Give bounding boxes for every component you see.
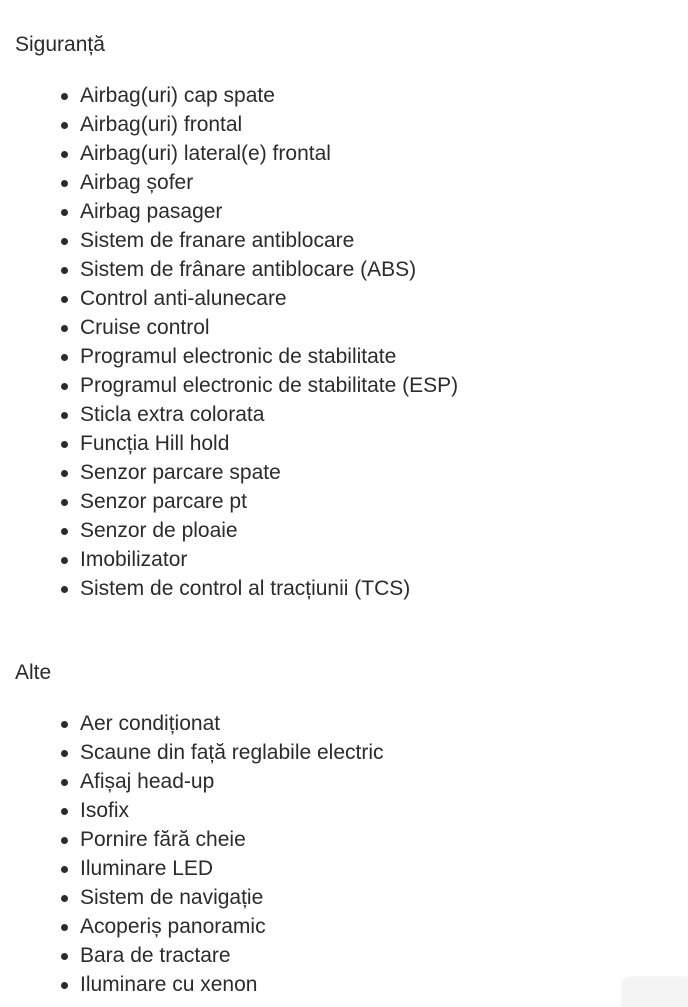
bullet-icon [61,383,68,390]
list-item [0,738,384,767]
list-item [0,110,458,139]
list-item [0,796,384,825]
bullet-icon [61,982,68,989]
bullet-icon [61,122,68,129]
list-item-label: Aer condiționat [80,712,221,735]
list-item [0,226,458,255]
list-item [0,516,458,545]
bullet-icon [61,151,68,158]
list-item [0,767,384,796]
other-section-title: Alte [15,661,52,684]
list-item-label: Sticla extra colorata [80,403,265,426]
list-item-label: Imobilizator [80,548,188,571]
list-item [0,400,458,429]
list-item-label: Bara de tractare [80,944,231,967]
bullet-icon [61,470,68,477]
bullet-icon [61,895,68,902]
list-item-label: Airbag șofer [80,171,194,194]
list-item [0,81,458,110]
other-section [0,658,688,996]
list-item [0,912,384,941]
bullet-icon [61,779,68,786]
bullet-icon [61,267,68,274]
bullet-icon [61,808,68,815]
bullet-icon [61,325,68,332]
bullet-icon [61,866,68,873]
list-item [0,313,458,342]
safety-section-title: Siguranță [15,33,105,56]
list-item-label: Senzor de ploaie [80,519,238,542]
bullet-icon [61,837,68,844]
list-item-label: Senzor parcare pt [80,490,247,513]
list-item-label: Afișaj head-up [80,770,215,793]
bullet-icon [61,441,68,448]
bullet-icon [61,209,68,216]
list-item-label: Sistem de control al tracțiunii (TCS) [80,577,411,600]
list-item-label: Programul electronic de stabilitate [80,345,397,368]
list-item-label: Airbag(uri) frontal [80,113,243,136]
list-item-label: Scaune din față reglabile electric [80,741,384,764]
list-item [0,342,458,371]
floating-action-card[interactable] [622,977,688,1007]
list-item [0,854,384,883]
list-item [0,883,384,912]
list-item-label: Airbag pasager [80,200,223,223]
list-item-label: Pornire fără cheie [80,828,246,851]
safety-feature-list [0,81,458,603]
list-item [0,371,458,400]
list-item [0,139,458,168]
bullet-icon [61,93,68,100]
list-item [0,168,458,197]
list-item-label: Control anti-alunecare [80,287,287,310]
list-item [0,825,384,854]
other-feature-list [0,709,384,999]
bullet-icon [61,586,68,593]
list-item [0,941,384,970]
list-item-label: Iluminare LED [80,857,214,880]
list-item [0,255,458,284]
bullet-icon [61,180,68,187]
list-item-label: Funcția Hill hold [80,432,230,455]
list-item [0,284,458,313]
list-item-label: Sistem de frânare antiblocare (ABS) [80,258,417,281]
bullet-icon [61,953,68,960]
bullet-icon [61,528,68,535]
list-item [0,574,458,603]
list-item-label: Isofix [80,799,130,822]
list-item-label: Airbag(uri) cap spate [80,84,275,107]
list-item-label: Sistem de navigație [80,886,264,909]
list-item [0,197,458,226]
list-item [0,429,458,458]
list-item-label: Programul electronic de stabilitate (ESP) [80,374,459,397]
list-item [0,709,384,738]
list-item-label: Cruise control [80,316,210,339]
list-item-label: Senzor parcare spate [80,461,281,484]
list-item-label: Iluminare cu xenon [80,973,258,996]
bullet-icon [61,354,68,361]
list-item [0,545,458,574]
bullet-icon [61,499,68,506]
bullet-icon [61,412,68,419]
bullet-icon [61,750,68,757]
list-item [0,487,458,516]
list-item [0,458,458,487]
list-item-label: Airbag(uri) lateral(e) frontal [80,142,331,165]
list-item-label: Sistem de franare antiblocare [80,229,355,252]
bullet-icon [61,924,68,931]
bullet-icon [61,557,68,564]
list-item-label: Acoperiș panoramic [80,915,266,938]
bullet-icon [61,296,68,303]
bullet-icon [61,721,68,728]
bullet-icon [61,238,68,245]
list-item [0,970,384,999]
safety-section [0,30,688,600]
